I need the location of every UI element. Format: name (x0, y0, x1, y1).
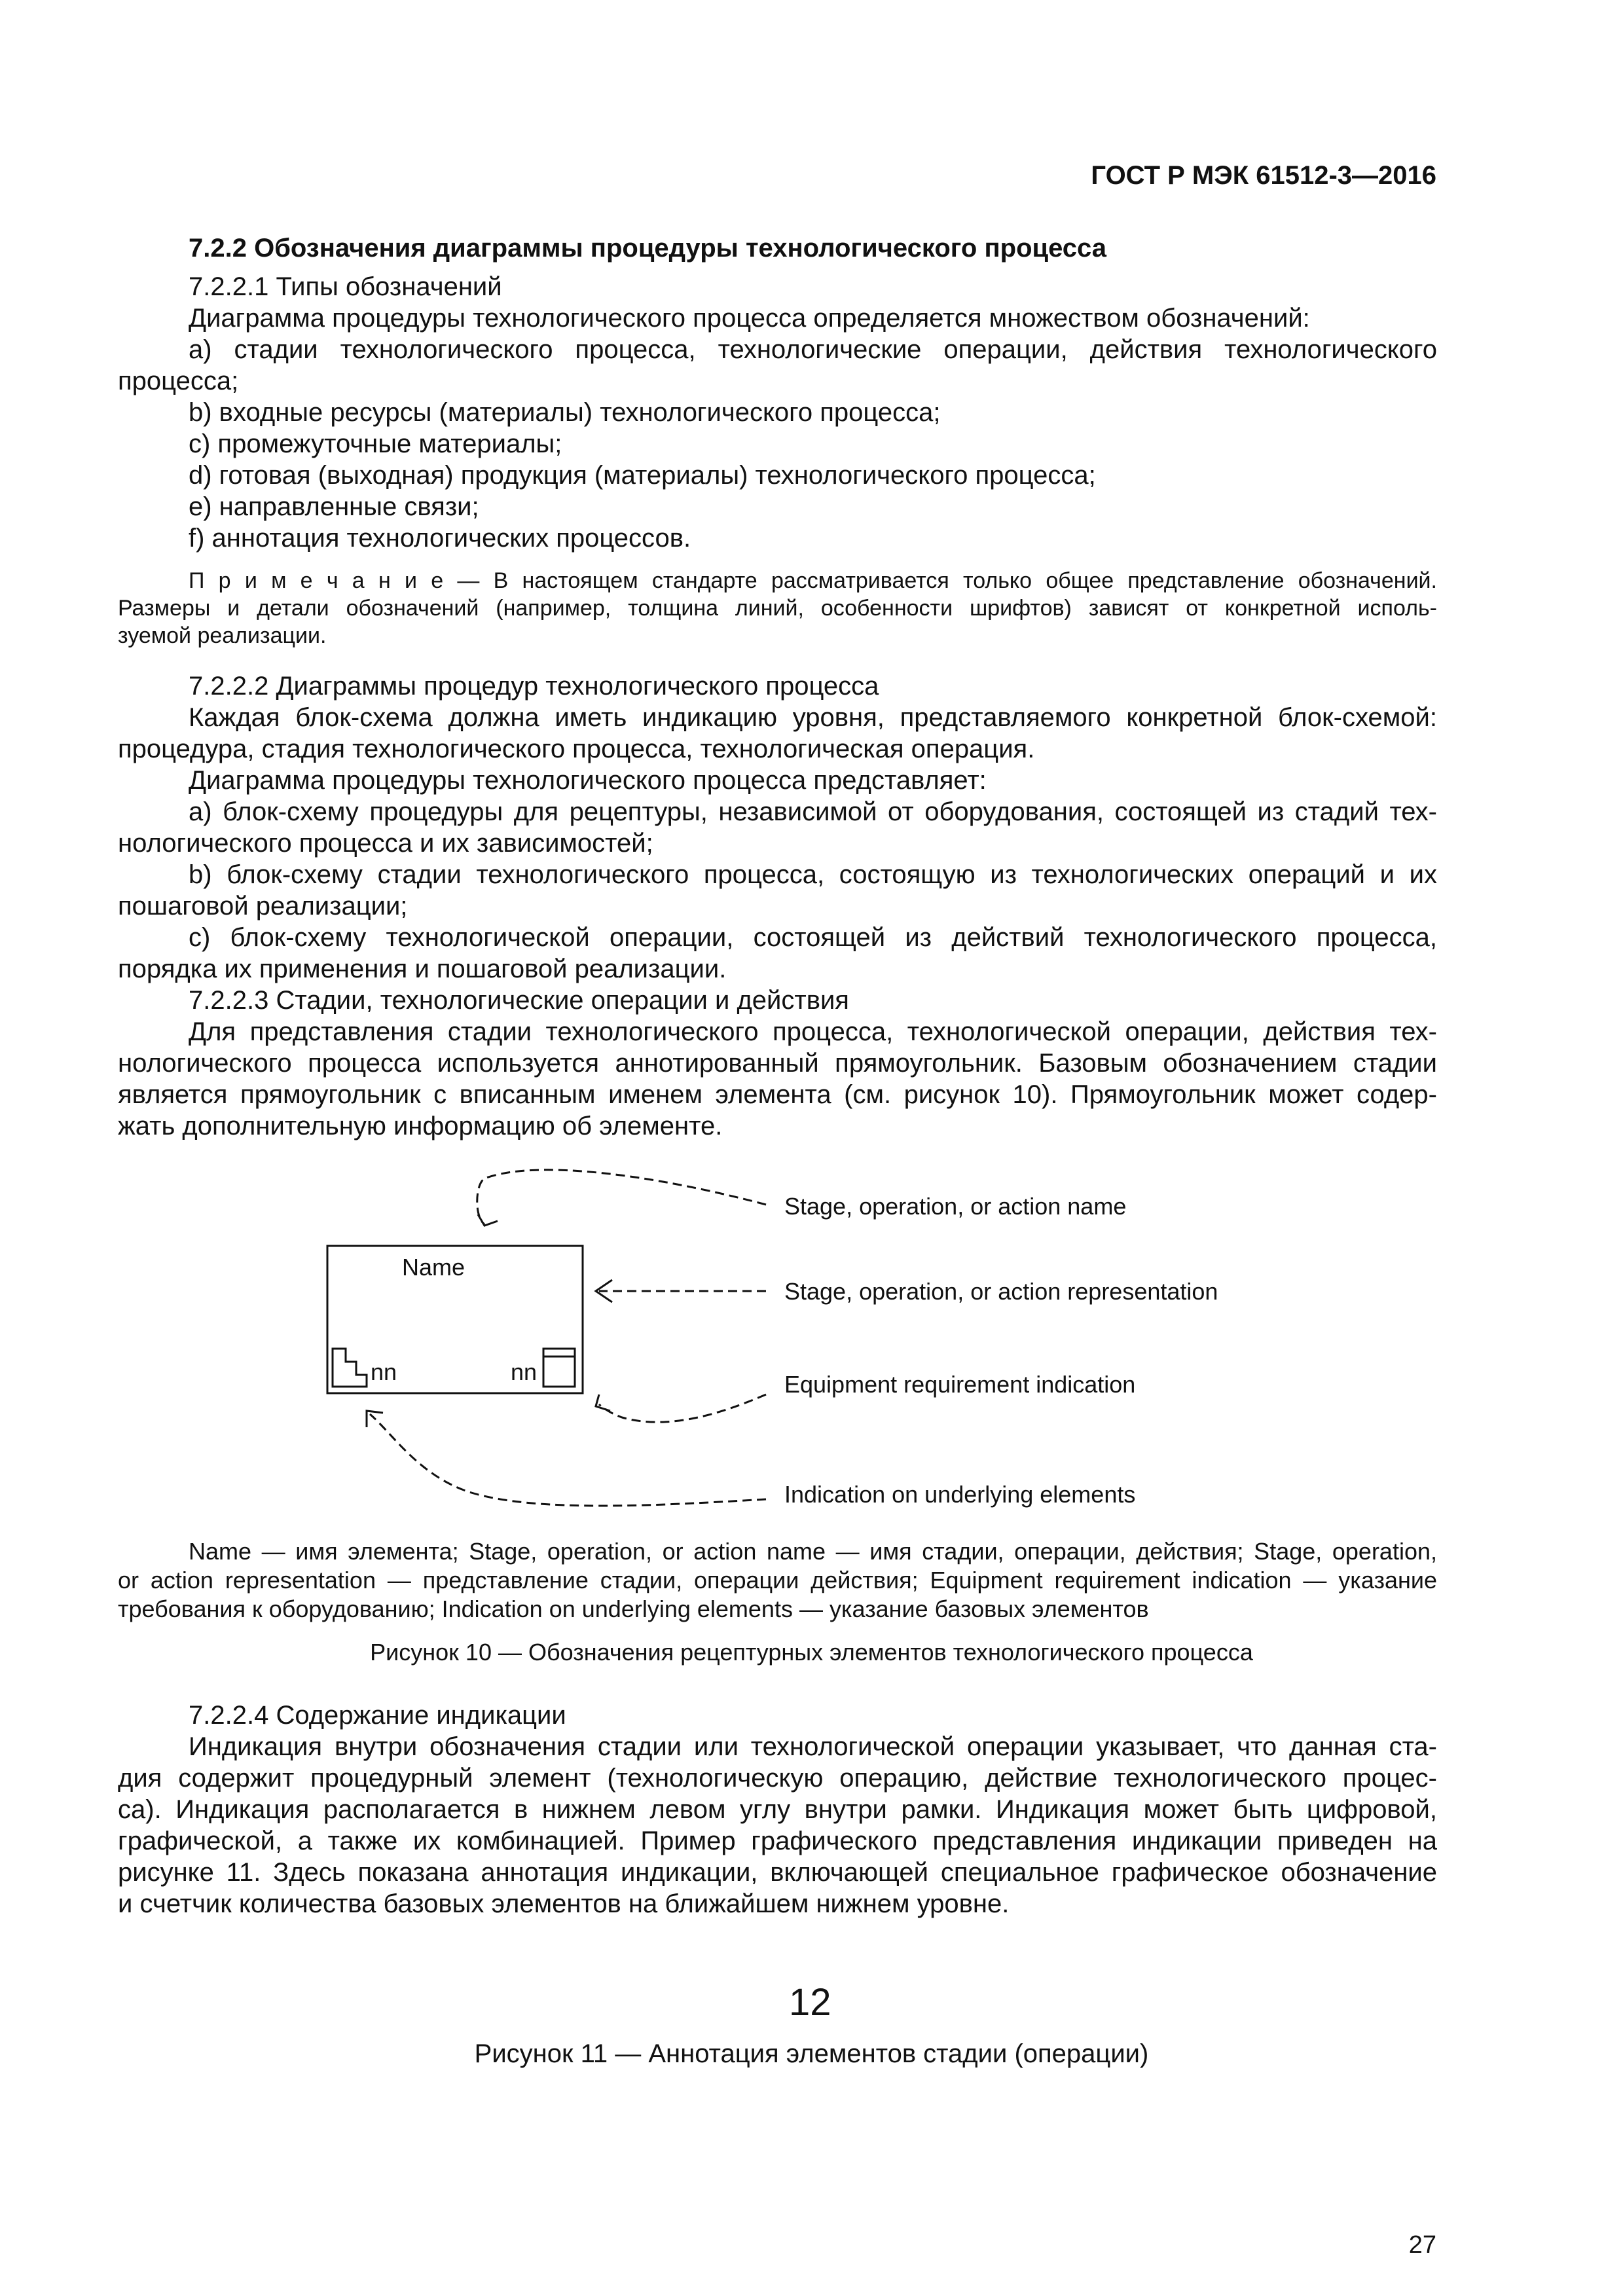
paragraph: дия содержит процедурный элемент (технологическую операцию, действие технологического процес- (118, 1764, 1437, 1793)
subsection-title: 7.2.2.2 Диаграммы процедур технологического процесса (189, 672, 879, 701)
stage-representation-label: Stage, operation, or action representation (784, 1278, 1218, 1305)
list-item: порядка их применения и пошаговой реализации. (118, 955, 727, 983)
list-item: d) готовая (выходная) продукция (материалы) технологического процесса; (189, 461, 1096, 490)
note: зуемой реализации. (118, 623, 327, 648)
figure-legend: требования к оборудованию; Indication on underlying elements — указание базовых элементов (118, 1595, 1149, 1622)
list-item: b) входные ресурсы (материалы) технологического процесса; (189, 398, 941, 427)
figure-legend: Name — имя элемента; Stage, operation, or action name — имя стадии, операции, действия; Stage, operation, (189, 1538, 1437, 1565)
paragraph: жать дополнительную информацию об элементе. (118, 1112, 723, 1140)
paragraph: са). Индикация располагается в нижнем левом углу внутри рамки. Индикация может быть цифровой, (118, 1795, 1437, 1824)
list-item: c) промежуточные материалы; (189, 429, 562, 458)
arrowhead (478, 1214, 498, 1226)
paragraph: рисунке 11. Здесь показана аннотация индикации, включающей специальное графическое обозначение (118, 1858, 1437, 1887)
figure-10-caption: Рисунок 10 — Обозначения рецептурных элементов технологического процесса (370, 1639, 1253, 1666)
list-item: нологического процесса и их зависимостей; (118, 829, 653, 858)
stage-name-label: Stage, operation, or action name (784, 1193, 1127, 1220)
paragraph: Для представления стадии технологического процесса, технологической операции, действия тех- (189, 1017, 1437, 1046)
section-title: 7.2.2 Обозначения диаграммы процедуры технологического процесса (189, 234, 1107, 263)
box-name-label: Name (402, 1254, 465, 1281)
subsection-title: 7.2.2.4 Содержание индикации (189, 1701, 566, 1730)
equipment-icon (543, 1349, 575, 1387)
step-indicator-icon (333, 1349, 367, 1387)
note: Размеры и детали обозначений (например, толщина линий, особенности шрифтов) зависят от конкретной исполь- (118, 596, 1437, 621)
underlying-elements-label: Indication on underlying elements (784, 1481, 1136, 1508)
note: П р и м е ч а н и е — В настоящем стандарте рассматривается только общее представление обозначений. (189, 568, 1437, 593)
equipment-connector (599, 1394, 766, 1422)
figure-11-count: 12 (789, 1981, 831, 2024)
list-item: e) направленные связи; (189, 492, 479, 521)
underlying-connector (370, 1414, 766, 1506)
equipment-requirement-label: Equipment requirement indication (784, 1371, 1136, 1398)
paragraph: является прямоугольник с вписанным именем элемента (см. рисунок 10). Прямоугольник может содер- (118, 1080, 1437, 1109)
list-item: a) блок-схему процедуры для рецептуры, независимой от оборудования, состоящей из стадий тех- (189, 797, 1437, 826)
figure-legend: or action representation — представление стадии, операции действия; Equipment requirement indication — указание (118, 1567, 1437, 1594)
paragraph: Диаграмма процедуры технологического процесса представляет: (189, 766, 987, 795)
paragraph: процедура, стадия технологического процесса, технологическая операция. (118, 735, 1035, 763)
paragraph: и счетчик количества базовых элементов на ближайшем нижнем уровне. (118, 1889, 1010, 1918)
list-item: b) блок-схему стадии технологического процесса, состоящую из технологических операций и их (189, 860, 1437, 889)
paragraph: Каждая блок-схема должна иметь индикацию уровня, представляемого конкретной блок-схемой: (189, 703, 1437, 732)
arrowhead (596, 1394, 610, 1411)
paragraph: Индикация внутри обозначения стадии или технологической операции указывает, что данная ста- (189, 1732, 1437, 1761)
page-number: 27 (1408, 2231, 1436, 2259)
list-item: пошаговой реализации; (118, 892, 408, 920)
figure-11-caption: Рисунок 11 — Аннотация элементов стадии (операции) (474, 2039, 1149, 2068)
subsection-title: 7.2.2.1 Типы обозначений (189, 272, 502, 301)
right-count-label: nn (511, 1358, 538, 1385)
left-count-label: nn (371, 1358, 397, 1385)
list-item: f) аннотация технологических процессов. (189, 524, 691, 553)
list-item: c) блок-схему технологической операции, состоящей из действий технологического процесса, (189, 923, 1437, 952)
list-item: a) стадии технологического процесса, технологические операции, действия технологического (189, 335, 1437, 364)
paragraph: графической, а также их комбинацией. Пример графического представления индикации приведен на (118, 1827, 1437, 1855)
name-connector (477, 1170, 766, 1224)
document-id: ГОСТ Р МЭК 61512-3—2016 (1091, 161, 1436, 190)
list-item: процесса; (118, 367, 239, 395)
subsection-title: 7.2.2.3 Стадии, технологические операции и действия (189, 986, 849, 1015)
paragraph: Диаграмма процедуры технологического процесса определяется множеством обозначений: (189, 304, 1310, 333)
paragraph: нологического процесса используется аннотированный прямоугольник. Базовым обозначением стадии (118, 1049, 1437, 1078)
